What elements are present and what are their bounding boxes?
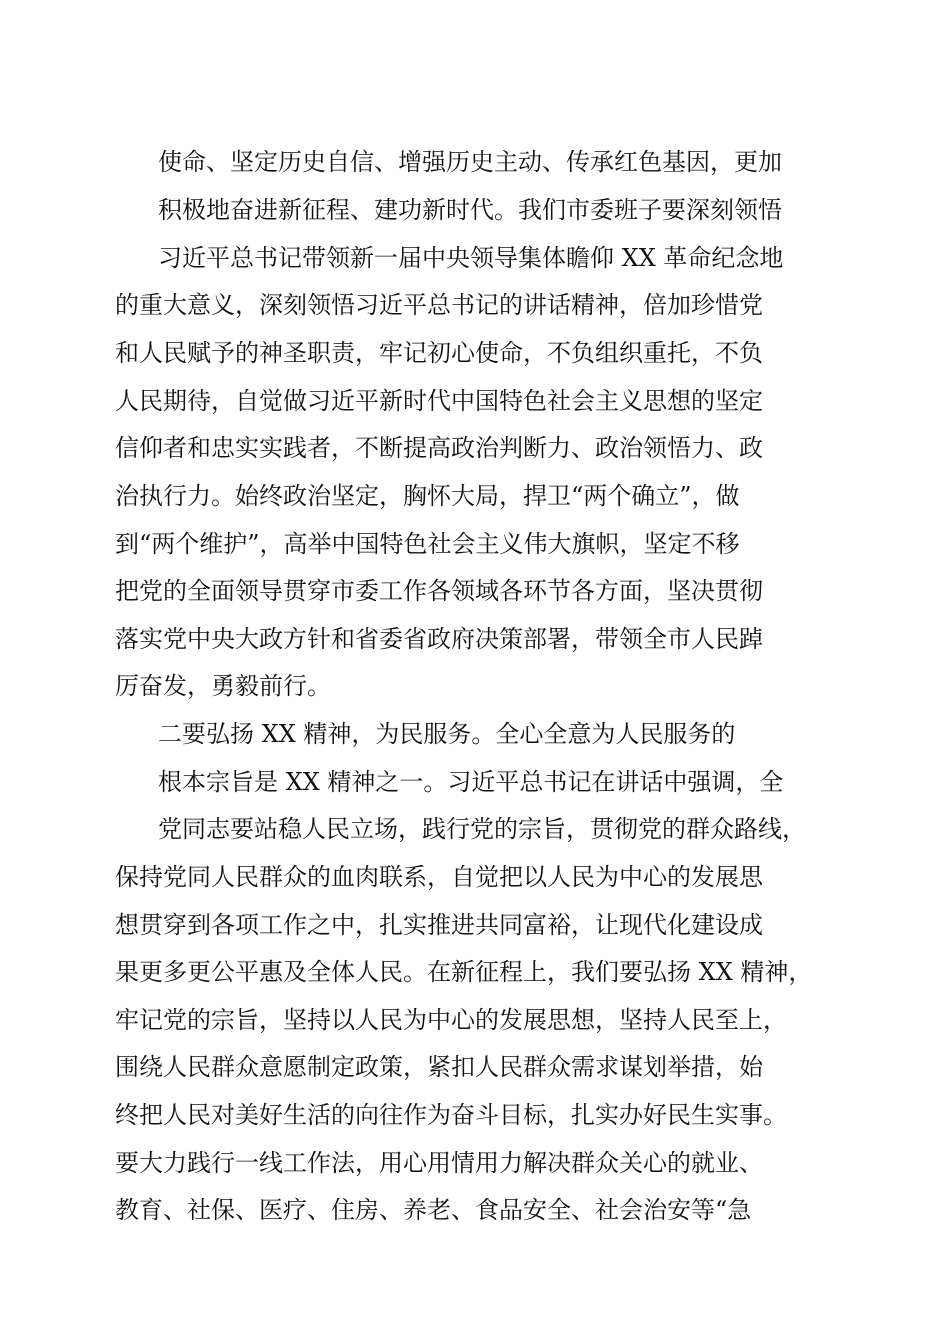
text-line: 治执行力。始终政治坚定，胸怀大局，捍卫“两个确立”，做 — [115, 482, 740, 510]
text-line: 保持党同人民群众的血肉联系，自觉把以人民为中心的发展思 — [115, 863, 763, 891]
text-line: 想贯穿到各项工作之中，扎实推进共同富裕，让现代化建设成 — [115, 911, 763, 939]
text-line: 使命、坚定历史自信、增强历史主动、传承红色基因，更加 — [158, 148, 782, 176]
text-line: 终把人民对美好生活的向往作为奋斗目标，扎实办好民生实事。 — [115, 1101, 787, 1129]
text-line: 信仰者和忠实实践者，不断提高政治判断力、政治领悟力、政 — [115, 434, 763, 462]
text-line: 厉奋发，勇毅前行。 — [115, 672, 331, 700]
text-line: 党同志要站稳人民立场，践行党的宗旨，贯彻党的群众路线， — [158, 815, 806, 843]
text-line: 人民期待，自觉做习近平新时代中国特色社会主义思想的坚定 — [115, 387, 763, 415]
text-line: 根本宗旨是 XX 精神之一。习近平总书记在讲话中强调，全 — [158, 768, 784, 796]
text-line: 和人民赋予的神圣职责，牢记初心使命，不负组织重托，不负 — [115, 339, 763, 367]
text-line: 二要弘扬 XX 精神，为民服务。全心全意为人民服务的 — [158, 720, 736, 748]
text-line: 到“两个维护”，高举中国特色社会主义伟大旗帜，坚定不移 — [115, 530, 740, 558]
text-line: 围绕人民群众意愿制定政策，紧扣人民群众需求谋划举措，始 — [115, 1053, 763, 1081]
text-line: 习近平总书记带领新一届中央领导集体瞻仰 XX 革命纪念地 — [158, 244, 784, 272]
text-line: 的重大意义，深刻领悟习近平总书记的讲话精神，倍加珍惜党 — [115, 291, 763, 319]
text-line: 落实党中央大政方针和省委省政府决策部署，带领全市人民踔 — [115, 625, 763, 653]
text-line: 教育、社保、医疗、住房、养老、食品安全、社会治安等“急 — [115, 1196, 752, 1224]
text-line: 牢记党的宗旨，坚持以人民为中心的发展思想，坚持人民至上， — [115, 1006, 787, 1034]
text-line: 把党的全面领导贯穿市委工作各领域各环节各方面，坚决贯彻 — [115, 577, 763, 605]
text-line: 积极地奋进新征程、建功新时代。我们市委班子要深刻领悟 — [158, 196, 782, 224]
text-line: 果更多更公平惠及全体人民。在新征程上，我们要弘扬 XX 精神， — [115, 958, 813, 986]
text-line: 要大力践行一线工作法，用心用情用力解决群众关心的就业、 — [115, 1149, 763, 1177]
